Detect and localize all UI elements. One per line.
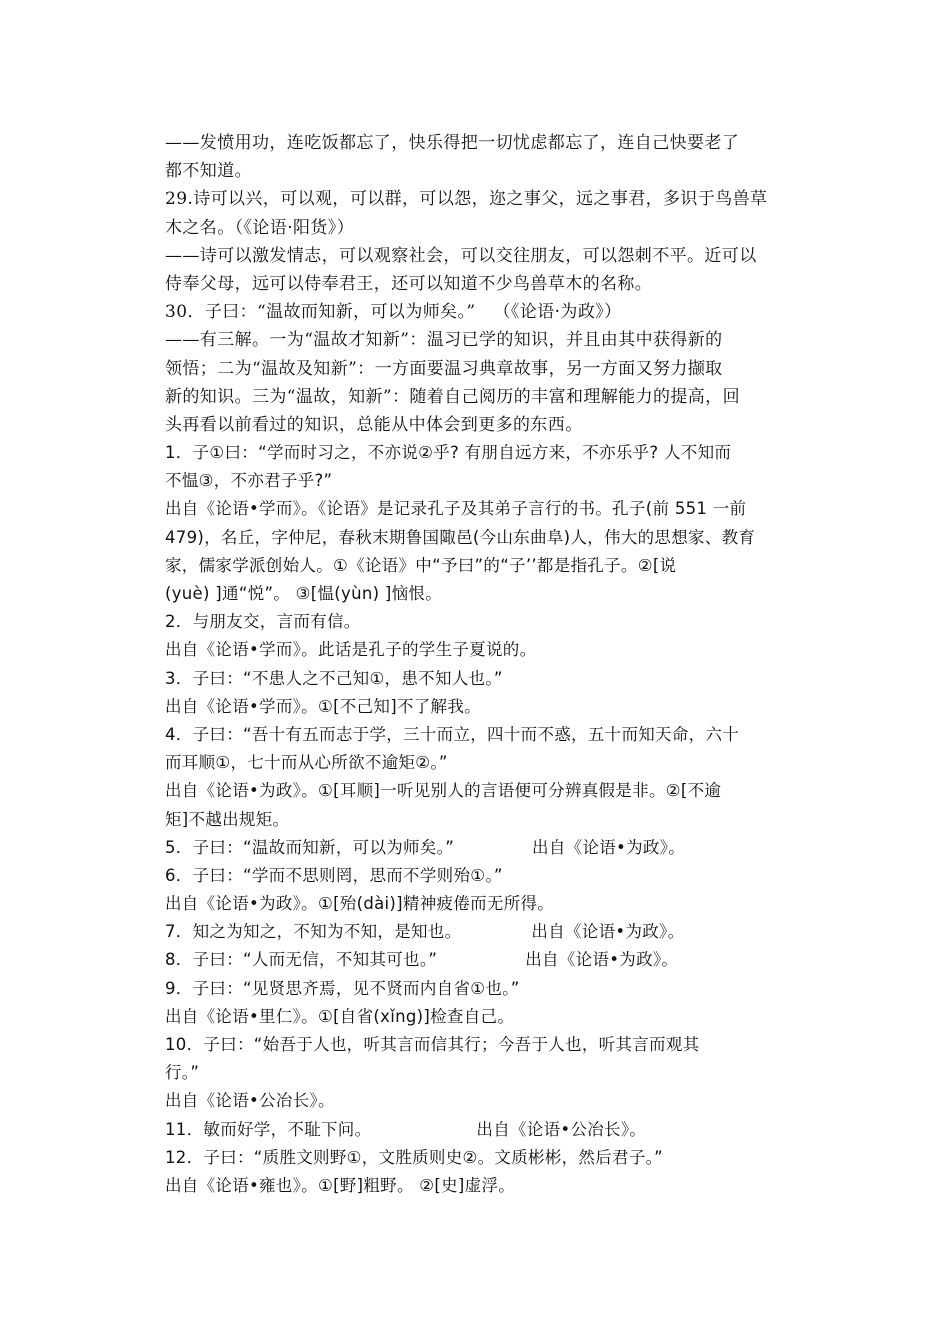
text-line: ——发愤用功，连吃饭都忘了，快乐得把一切忧虑都忘了，连自己快要老了 (165, 133, 740, 153)
text-line: 出自《论语•学而》。此话是孔子的学生子夏说的。 (165, 640, 537, 660)
text-line: 9．子曰：“见贤思齐焉，见不贤而内自省①也。” (165, 978, 520, 998)
source-text: 出自《论语•为政》。 (532, 837, 686, 857)
source-text: （《论语·为政》） (493, 302, 622, 323)
text-line (165, 298, 790, 326)
text-line: 侍奉父母，远可以侍奉君王，还可以知道不少鸟兽草木的名称。 (165, 273, 653, 294)
text-line: 新的知识。三为“温故，知新”：随着自己阅历的丰富和理解能力的提高，回 (165, 386, 740, 407)
text-line: 都不知道。 (165, 161, 252, 182)
text-line (165, 1116, 790, 1144)
text-line: 1．子①曰：“学而时习之，不亦说②乎? 有朋自远方来，不亦乐乎? 人不知而 (165, 443, 732, 463)
text-line: 出自《论语•学而》。《论语》是记录孔子及其弟子言行的书。孔子(前 551 一前 (165, 499, 747, 519)
text-line (165, 918, 790, 946)
text-line: 6．子曰：“学而不思则罔，思而不学则殆①。” (165, 865, 503, 885)
text-line: 行。” (165, 1063, 200, 1083)
text-line: 出自《论语•雍也》。①[野]粗野。 ②[史]虚浮。 (165, 1175, 516, 1195)
text-line: 出自《论语•为政》。①[殆(dài)]精神疲倦而无所得。 (165, 894, 555, 914)
text-line: 矩]不越出规矩。 (165, 809, 290, 829)
source-text: 出自《论语•为政》。 (525, 950, 679, 970)
text-line (165, 834, 790, 862)
text-line: 479)，名丘，字仲尼，春秋末期鲁国陬邑(今山东曲阜)人，伟大的思想家、教育 (165, 527, 756, 547)
text-line: 出自《论语•里仁》。①[自省(xǐng)]检查自己。 (165, 1006, 515, 1026)
text-line: 29.诗可以兴，可以观，可以群，可以怨，迩之事父，远之事君，多识于鸟兽草 (165, 189, 768, 210)
quote-text: 5．子曰：“温故而知新，可以为师矣。” (165, 837, 455, 857)
quote-text: 8．子曰：“人而无信，不知其可也。” (165, 950, 438, 970)
text-line: 4．子曰：“吾十有五而志于学，三十而立，四十而不惑，五十而知天命，六十 (165, 724, 740, 744)
text-line: 出自《论语•公冶长》。 (165, 1091, 335, 1111)
text-line: 3．子曰：“不患人之不己知①，患不知人也。” (165, 668, 503, 688)
quote-text: 7．知之为知之，不知为不知，是知也。 (165, 922, 462, 942)
text-line: 出自《论语•学而》。①[不己知]不了解我。 (165, 696, 481, 716)
text-line: 10．子曰：“始吾于人也，听其言而信其行；今吾于人也，听其言而观其 (165, 1035, 700, 1054)
text-line: (yuè) ]通“悦”。 ③[愠(yùn) ]恼恨。 (165, 584, 443, 603)
quote-text: 30．子曰：“温故而知新，可以为师矣。” (165, 302, 476, 323)
text-line (165, 946, 790, 974)
source-text: 出自《论语•为政》。 (531, 922, 685, 942)
text-line: 家，儒家学派创始人。①《论语》中“予曰”的“子’’都是指孔子。②[说 (165, 555, 677, 575)
text-line: 出自《论语•为政》。①[耳顺]一听见别人的言语便可分辨真假是非。②[不逾 (165, 781, 722, 801)
text-body (165, 129, 790, 1200)
text-line: 不愠③，不亦君子乎?” (165, 471, 333, 491)
text-line: 领悟；二为“温故及知新”：一方面要温习典章故事，另一方面又努力撷取 (165, 358, 723, 379)
source-text: 出自《论语•公冶长》。 (476, 1119, 647, 1139)
quote-text: 11．敏而好学，不耻下问。 (165, 1119, 372, 1139)
text-line: ——有三解。一为“温故才知新”：温习已学的知识，并且由其中获得新的 (165, 330, 723, 351)
text-line: ——诗可以激发情志，可以观察社会，可以交往朋友，可以怨刺不平。近可以 (165, 245, 757, 266)
text-line: 而耳顺①，七十而从心所欲不逾矩②。” (165, 753, 448, 773)
text-line: 2．与朋友交，言而有信。 (165, 612, 361, 632)
text-line: 12．子曰：“质胜文则野①，文胜质则史②。文质彬彬，然后君子。” (165, 1147, 664, 1167)
text-line: 头再看以前看过的知识，总能从中体会到更多的东西。 (165, 414, 583, 435)
text-line: 木之名。（《论语·阳货》） (165, 217, 355, 238)
